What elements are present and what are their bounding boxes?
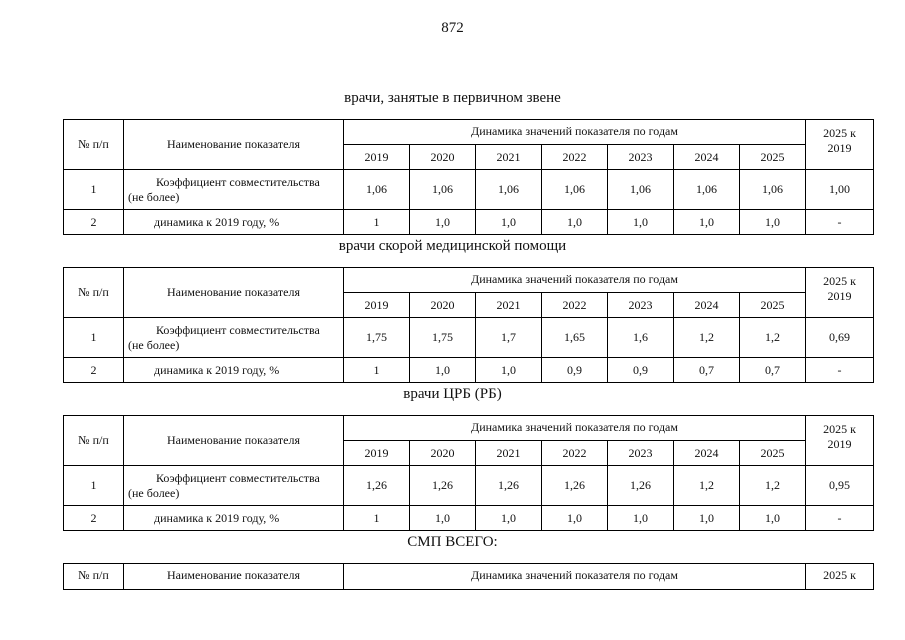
row-name: динамика к 2019 году, % <box>124 210 344 235</box>
indicator-table <box>63 415 874 531</box>
value-cell: 1,2 <box>740 466 806 506</box>
value-cell: 0,9 <box>608 358 674 383</box>
value-cell: 1 <box>344 358 410 383</box>
value-cell: 1,0 <box>476 358 542 383</box>
year-header: 2021 <box>476 293 542 318</box>
value-cell: 1,2 <box>674 318 740 358</box>
value-cell: 1,26 <box>344 466 410 506</box>
year-header: 2024 <box>674 145 740 170</box>
row-name: Коэффициент совместительства (не более) <box>124 170 344 210</box>
header-num: № п/п <box>64 564 124 590</box>
value-cell: 1,06 <box>410 170 476 210</box>
value-cell: 1,0 <box>476 210 542 235</box>
row-num: 2 <box>64 358 124 383</box>
value-cell: 1,0 <box>674 506 740 531</box>
header-name: Наименование показателя <box>124 416 344 466</box>
year-header: 2021 <box>476 145 542 170</box>
row-num: 2 <box>64 506 124 531</box>
row-name: Коэффициент совместительства (не более) <box>124 466 344 506</box>
value-cell: 0,7 <box>674 358 740 383</box>
value-cell: 1,0 <box>674 210 740 235</box>
ratio-cell: - <box>806 210 874 235</box>
year-header: 2020 <box>410 293 476 318</box>
value-cell: 1 <box>344 506 410 531</box>
section-title: врачи, занятые в первичном звене <box>344 90 561 106</box>
value-cell: 1,0 <box>740 506 806 531</box>
table-row <box>64 466 874 506</box>
value-cell: 1,0 <box>410 210 476 235</box>
value-cell: 1,65 <box>542 318 608 358</box>
header-num: № п/п <box>64 268 124 318</box>
value-cell: 0,7 <box>740 358 806 383</box>
value-cell: 1,26 <box>476 466 542 506</box>
header-dynamics: Динамика значений показателя по годам <box>344 268 806 293</box>
row-num: 1 <box>64 318 124 358</box>
header-dynamics: Динамика значений показателя по годам <box>344 120 806 145</box>
year-header: 2022 <box>542 145 608 170</box>
ratio-cell: - <box>806 506 874 531</box>
value-cell: 1,0 <box>410 506 476 531</box>
year-header: 2020 <box>410 441 476 466</box>
header-num: № п/п <box>64 416 124 466</box>
header-dynamics: Динамика значений показателя по годам <box>344 564 806 590</box>
value-cell: 1,06 <box>674 170 740 210</box>
year-header: 2021 <box>476 441 542 466</box>
value-cell: 1,0 <box>740 210 806 235</box>
value-cell: 1,26 <box>608 466 674 506</box>
year-header: 2025 <box>740 145 806 170</box>
row-num: 1 <box>64 466 124 506</box>
value-cell: 1,06 <box>476 170 542 210</box>
header-2025-vs-2019: 2025 к 2019 <box>806 268 874 318</box>
value-cell: 1,0 <box>476 506 542 531</box>
year-header: 2023 <box>608 293 674 318</box>
year-header: 2024 <box>674 441 740 466</box>
row-num: 1 <box>64 170 124 210</box>
value-cell: 1,26 <box>410 466 476 506</box>
indicator-table <box>63 119 874 235</box>
value-cell: 1,06 <box>740 170 806 210</box>
page-number: 872 <box>441 20 464 36</box>
value-cell: 1,06 <box>542 170 608 210</box>
value-cell: 1,2 <box>740 318 806 358</box>
value-cell: 1,0 <box>410 358 476 383</box>
value-cell: 0,9 <box>542 358 608 383</box>
section-title: СМП ВСЕГО: <box>407 534 498 550</box>
year-header: 2023 <box>608 441 674 466</box>
year-header: 2022 <box>542 441 608 466</box>
value-cell: 1,26 <box>542 466 608 506</box>
value-cell: 1,7 <box>476 318 542 358</box>
table-row <box>64 210 874 235</box>
ratio-cell: 1,00 <box>806 170 874 210</box>
year-header: 2019 <box>344 145 410 170</box>
ratio-cell: 0,95 <box>806 466 874 506</box>
table-row <box>64 358 874 383</box>
section-title: врачи скорой медицинской помощи <box>338 238 567 254</box>
indicator-table <box>63 563 874 590</box>
value-cell: 1,06 <box>608 170 674 210</box>
year-header: 2024 <box>674 293 740 318</box>
year-header: 2022 <box>542 293 608 318</box>
header-name: Наименование показателя <box>124 120 344 170</box>
value-cell: 1,2 <box>674 466 740 506</box>
value-cell: 1,0 <box>542 210 608 235</box>
value-cell: 1,0 <box>608 506 674 531</box>
row-num: 2 <box>64 210 124 235</box>
year-header: 2019 <box>344 293 410 318</box>
header-dynamics: Динамика значений показателя по годам <box>344 416 806 441</box>
ratio-cell: - <box>806 358 874 383</box>
header-2025-vs-2019: 2025 к <box>806 564 874 590</box>
header-name: Наименование показателя <box>124 268 344 318</box>
row-name: динамика к 2019 году, % <box>124 506 344 531</box>
header-2025-vs-2019: 2025 к 2019 <box>806 120 874 170</box>
value-cell: 1,06 <box>344 170 410 210</box>
value-cell: 1,6 <box>608 318 674 358</box>
header-num: № п/п <box>64 120 124 170</box>
value-cell: 1,0 <box>608 210 674 235</box>
year-header: 2023 <box>608 145 674 170</box>
year-header: 2020 <box>410 145 476 170</box>
year-header: 2019 <box>344 441 410 466</box>
table-row <box>64 318 874 358</box>
row-name: Коэффициент совместительства (не более) <box>124 318 344 358</box>
value-cell: 1,75 <box>344 318 410 358</box>
value-cell: 1 <box>344 210 410 235</box>
table-row <box>64 506 874 531</box>
value-cell: 1,75 <box>410 318 476 358</box>
row-name: динамика к 2019 году, % <box>124 358 344 383</box>
header-name: Наименование показателя <box>124 564 344 590</box>
year-header: 2025 <box>740 441 806 466</box>
table-row <box>64 170 874 210</box>
year-header: 2025 <box>740 293 806 318</box>
value-cell: 1,0 <box>542 506 608 531</box>
indicator-table <box>63 267 874 383</box>
header-2025-vs-2019: 2025 к 2019 <box>806 416 874 466</box>
ratio-cell: 0,69 <box>806 318 874 358</box>
section-title: врачи ЦРБ (РБ) <box>403 386 502 402</box>
